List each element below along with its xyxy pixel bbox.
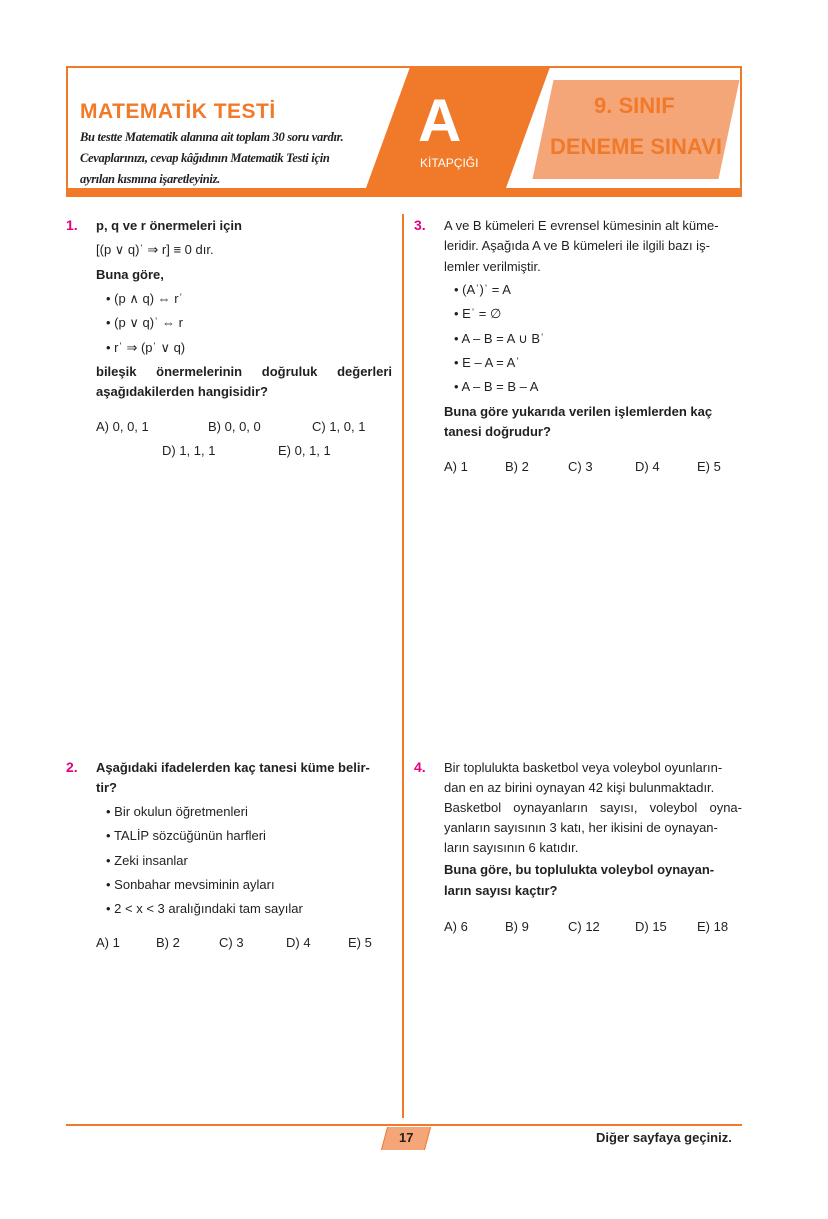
bullet-item: • Bir okulun öğretmenleri (106, 804, 248, 819)
grade-label: 9. SINIF (594, 93, 675, 118)
option-c[interactable]: C) 12 (568, 919, 600, 934)
option-b[interactable]: B) 9 (505, 919, 529, 934)
bullet-item: • (Aˈ)ˈ = A (454, 282, 511, 297)
option-d[interactable]: D) 4 (286, 935, 311, 950)
question-text: ların sayısının 6 katıdır. (444, 840, 579, 855)
question-text: Bir toplulukta basketbol veya voleybol oyunların- (444, 760, 723, 775)
option-a[interactable]: A) 1 (96, 935, 120, 950)
option-b[interactable]: B) 2 (156, 935, 180, 950)
bullet-item: • 2 < x < 3 aralığındaki tam sayılar (106, 901, 303, 916)
next-page-note: Diğer sayfaya geçiniz. (596, 1130, 732, 1145)
question-text: p, q ve r önermeleri için (96, 218, 242, 233)
option-b[interactable]: B) 0, 0, 0 (208, 419, 261, 434)
question-prompt: bileşik önermelerinin doğruluk değerleri (96, 364, 392, 379)
question-number: 2. (66, 759, 78, 775)
bullet-item: • A – B = A ∪ Bˈ (454, 331, 544, 347)
bullet-item: • A – B = B – A (454, 379, 538, 394)
question-prompt: ların sayısı kaçtır? (444, 883, 558, 898)
question-prompt: tir? (96, 780, 117, 795)
option-a[interactable]: A) 6 (444, 919, 468, 934)
bullet-item: • TALİP sözcüğünün harfleri (106, 828, 266, 843)
question-number: 4. (414, 759, 426, 775)
question-number: 1. (66, 217, 78, 233)
question-prompt: aşağıdakilerden hangisidir? (96, 384, 268, 399)
option-a[interactable]: A) 0, 0, 1 (96, 419, 149, 434)
option-c[interactable]: C) 3 (568, 459, 593, 474)
option-a[interactable]: A) 1 (444, 459, 468, 474)
option-d[interactable]: D) 4 (635, 459, 660, 474)
option-e[interactable]: E) 0, 1, 1 (278, 443, 331, 458)
option-b[interactable]: B) 2 (505, 459, 529, 474)
question-prompt: Aşağıdaki ifadelerden kaç tanesi küme belir- (96, 760, 370, 775)
booklet-letter: A (418, 87, 462, 154)
intro-line: Cevaplarınızı, cevap kâğıdının Matematik Testi için (80, 151, 330, 165)
question-text: leridir. Aşağıda A ve B kümeleri ile ilgili bazı iş- (444, 238, 710, 253)
page-number: 17 (399, 1130, 414, 1145)
question-prompt: Buna göre yukarıda verilen işlemlerden kaç (444, 404, 713, 419)
question-text: dan en az birini oynayan 42 kişi bulunmaktadır. (444, 780, 715, 795)
intro-line: ayrılan kısmına işaretleyiniz. (80, 172, 220, 186)
question-number: 3. (414, 217, 426, 233)
question-text: Basketbol oynayanların sayısı, voleybol oyna- (444, 800, 742, 815)
exam-label: DENEME SINAVI (550, 134, 722, 159)
column-divider (402, 214, 404, 1118)
question-text: A ve B kümeleri E evrensel kümesinin alt küme- (444, 218, 719, 233)
option-c[interactable]: C) 3 (219, 935, 244, 950)
intro-line: Bu testte Matematik alanına ait toplam 30 soru vardır. (80, 130, 344, 144)
option-c[interactable]: C) 1, 0, 1 (312, 419, 366, 434)
question-prompt: tanesi doğrudur? (444, 424, 551, 439)
bullet-item: • E – A = Aˈ (454, 355, 520, 370)
question-text: [(p ∨ q)ˈ ⇒ r] ≡ 0 dır. (96, 242, 214, 257)
header-bar (66, 188, 742, 197)
header-box (66, 66, 742, 195)
question-text: Buna göre, (96, 267, 164, 282)
option-e[interactable]: E) 18 (697, 919, 729, 934)
bullet-item: • rˈ ⇒ (pˈ ∨ q) (106, 340, 185, 356)
question-text: lemler verilmiştir. (444, 259, 541, 274)
bullet-item: • Zeki insanlar (106, 853, 188, 868)
bullet-item: • Sonbahar mevsiminin ayları (106, 877, 275, 892)
footer-line (66, 1124, 742, 1126)
test-title: MATEMATİK TESTİ (80, 100, 276, 123)
bullet-item: • (p ∨ q)ˈ ⇔ r (106, 315, 183, 331)
bullet-item: • (p ∧ q) ⇔ rˈ (106, 291, 183, 307)
bullet-item: • Eˈ = ∅ (454, 306, 501, 322)
option-d[interactable]: D) 15 (635, 919, 667, 934)
option-d[interactable]: D) 1, 1, 1 (162, 443, 216, 458)
question-prompt: Buna göre, bu toplulukta voleybol oynayan- (444, 862, 715, 877)
booklet-label: KİTAPÇIĞI (420, 156, 479, 170)
option-e[interactable]: E) 5 (697, 459, 721, 474)
question-text: yanların sayısının 3 katı, her ikisini de oynayan- (444, 820, 718, 835)
option-e[interactable]: E) 5 (348, 935, 372, 950)
